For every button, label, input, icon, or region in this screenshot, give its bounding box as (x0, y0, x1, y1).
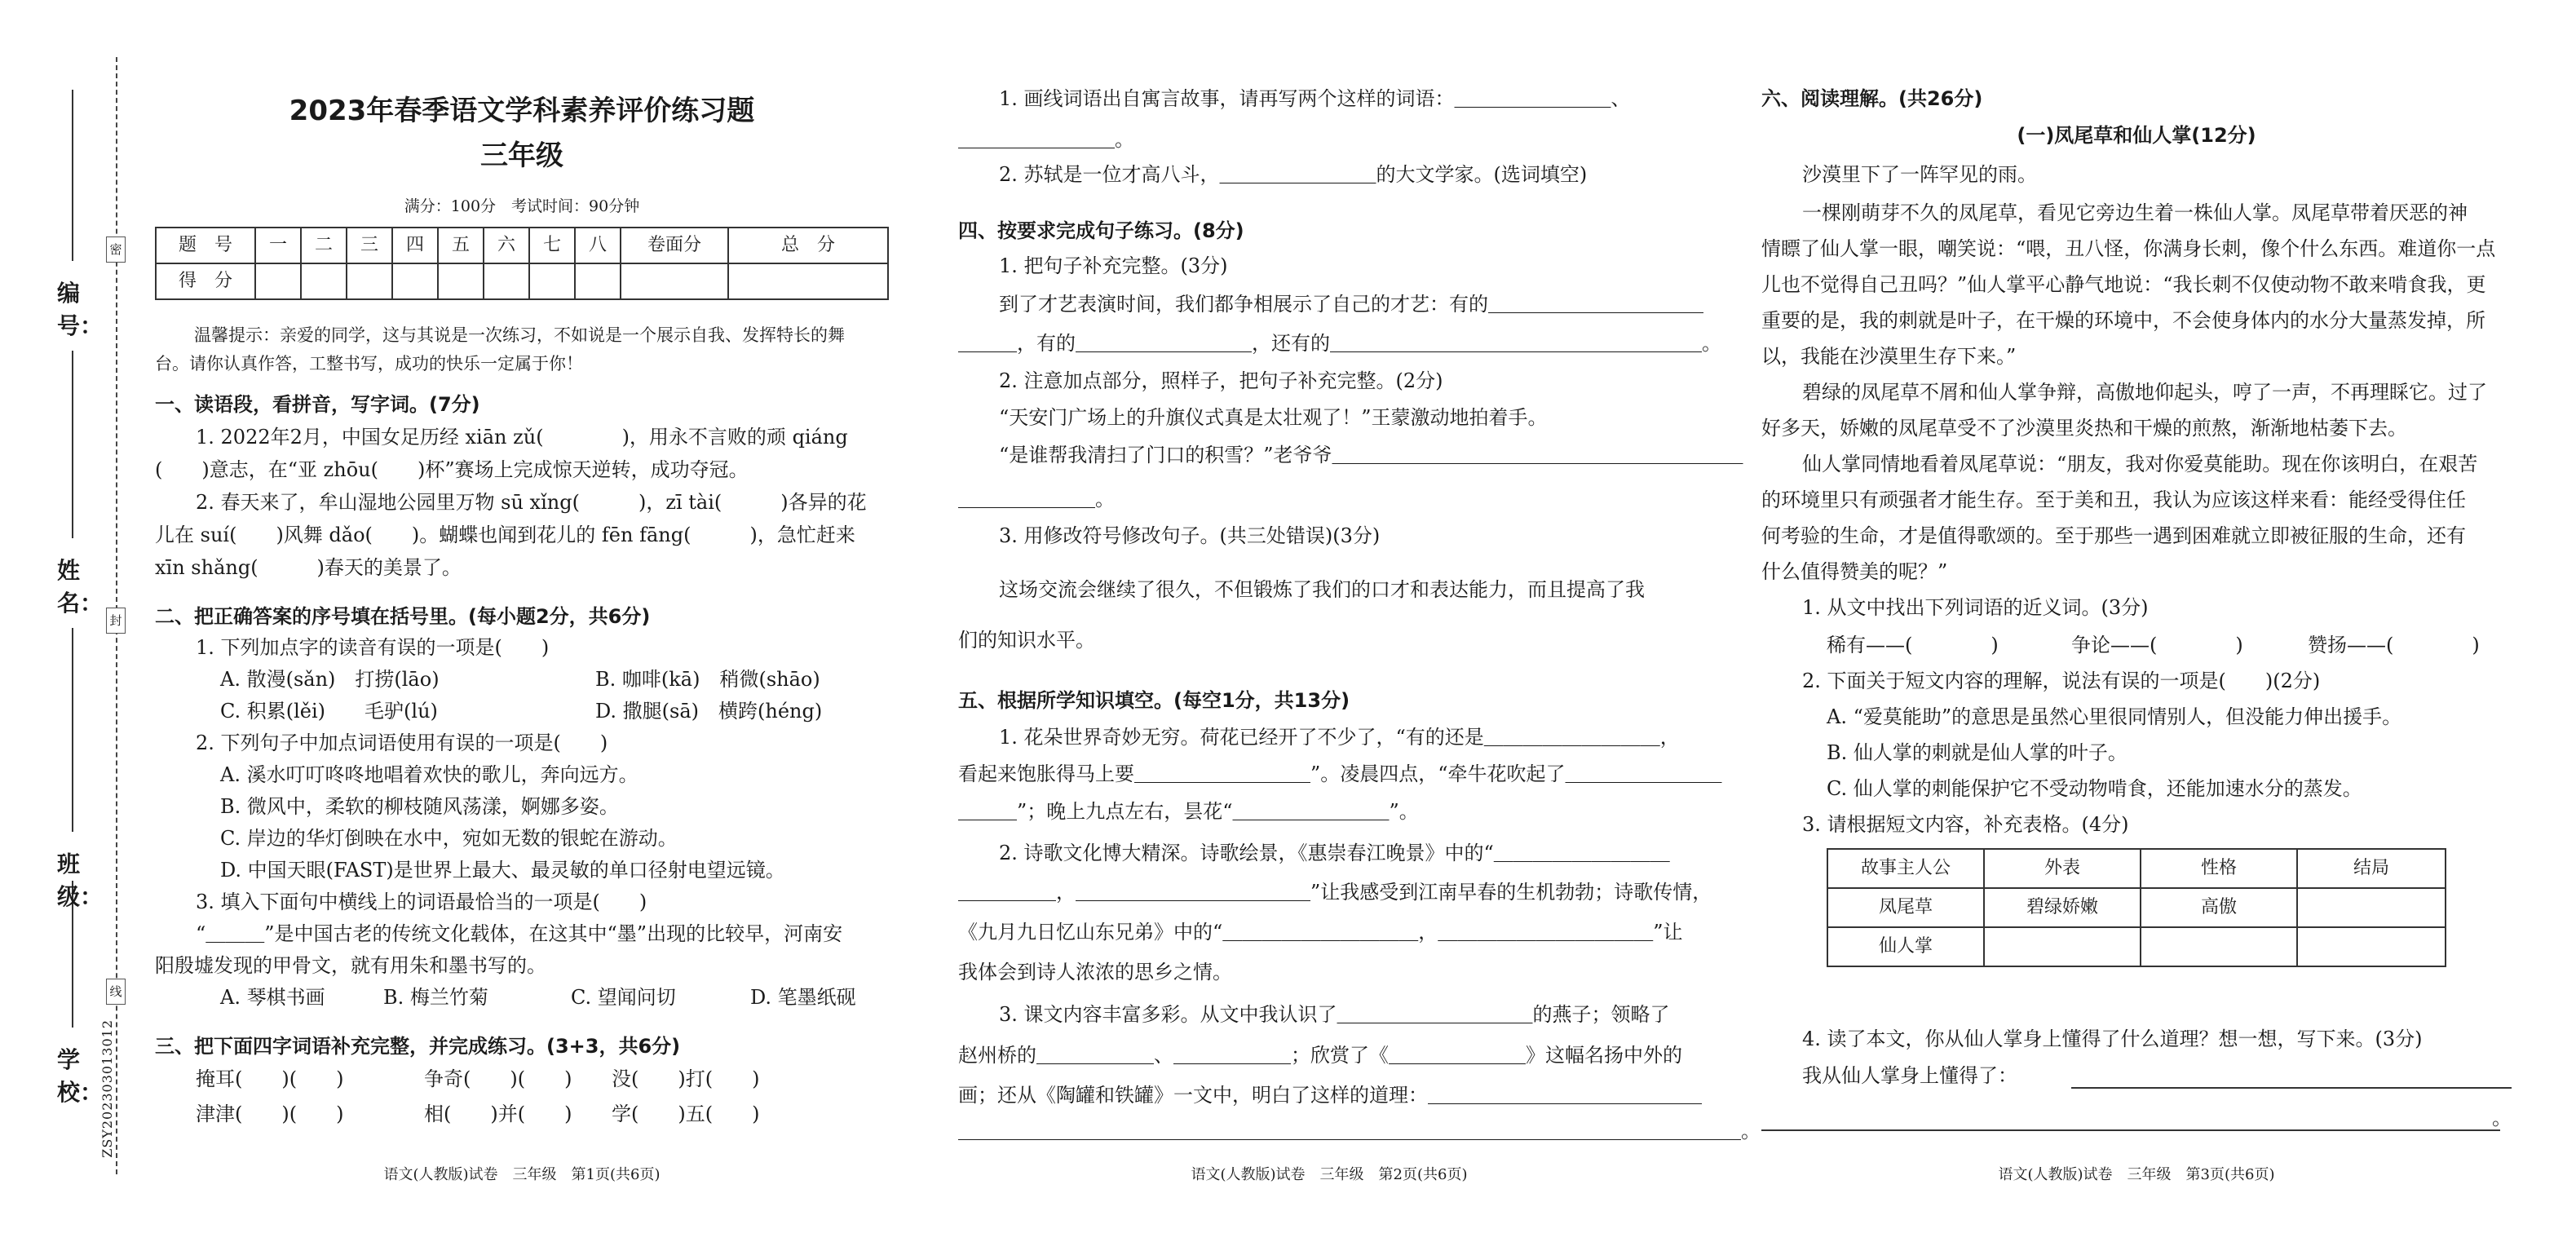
name-write-line[interactable] (72, 351, 73, 538)
class-label: 班级： (57, 851, 104, 910)
name-label: 姓名： (57, 557, 104, 617)
seal-char-xian: 线 (106, 979, 126, 1005)
table-header-row (1827, 849, 2446, 888)
s4-text: 这场交流会继续了很久，不但锻炼了我们的口才和表达能力，而且提高了我 (999, 578, 1645, 601)
s2-q3-text: “＿＿＿”是中国古老的传统文化载体，在这其中“墨”出现的比较早，河南安 (196, 922, 843, 945)
score-cell: 七 (529, 228, 575, 263)
passage-line: 何考验的生命，才是值得歌颂的。至于那些一遇到困难就立即被征服的生命，还有 (1761, 524, 2466, 547)
s4-question: 3. 用修改符号修改句子。(共三处错误)(3分) (999, 524, 1381, 547)
s2-q3-text: 阳殷墟发现的甲骨文，就有用朱和墨书写的。 (155, 954, 546, 977)
option-d[interactable]: D. 笔墨纸砚 (750, 986, 856, 1009)
s4-text: ＿＿＿，有的＿＿＿＿＿＿＿＿＿，还有的＿＿＿＿＿＿＿＿＿＿＿＿＿＿＿＿＿＿＿。 (958, 332, 1721, 355)
s5-text: 看起来饱胀得马上要＿＿＿＿＿＿＿＿＿”。凌晨四点，“牵牛花吹起了＿＿＿＿＿＿＿＿ (958, 762, 1722, 785)
score-cell: 得 分 (156, 263, 255, 299)
seal-char-mi: 密 (106, 236, 126, 263)
score-input-cell[interactable] (301, 263, 347, 299)
s5-text: 《九月九日忆山东兄弟》中的“＿＿＿＿＿＿＿＿＿＿，＿＿＿＿＿＿＿＿＿＿＿”让 (958, 921, 1683, 944)
reading-question: 3. 请根据短文内容，补充表格。(4分) (1802, 813, 2129, 836)
option-b[interactable]: B. 咖啡(kā) 稍微(shāo) (595, 668, 820, 691)
school-label: 学校： (57, 1046, 104, 1106)
s4-text: “是谁帮我清扫了门口的积雪？”老爷爷＿＿＿＿＿＿＿＿＿＿＿＿＿＿＿＿＿＿＿＿＿ (999, 444, 1743, 466)
option-c[interactable]: C. 积累(lěi) 毛驴(lú) (220, 700, 438, 723)
option-c[interactable]: C. 望闻问切 (571, 986, 676, 1009)
s1-line: xīn shǎng( )春天的美景了。 (155, 556, 462, 579)
passage-line: 碧绿的凤尾草不屑和仙人掌争辩，高傲地仰起头，哼了一声，不再理睬它。过了 (1802, 381, 2487, 404)
section-3-title: 三、把下面四字词语补充完整，并完成练习。(3+3，共6分) (155, 1035, 681, 1058)
score-cell: 四 (392, 228, 438, 263)
passage-line: 以，我能在沙漠里生存下来。” (1761, 345, 2017, 368)
s5-text: 2. 诗歌文化博大精深。诗歌绘景，《惠崇春江晚景》中的“＿＿＿＿＿＿＿＿＿ (999, 842, 1670, 864)
synonym-blank[interactable]: 争论——( ) (2071, 634, 2243, 656)
score-cell: 一 (255, 228, 301, 263)
character-table (1827, 848, 2446, 967)
s5-text: 我体会到诗人浓浓的思乡之情。 (958, 961, 1232, 983)
s4-text: 们的知识水平。 (958, 629, 1095, 652)
score-cell: 总 分 (728, 228, 888, 263)
option-d[interactable]: D. 撒腿(sā) 横跨(héng) (595, 700, 823, 723)
s5-text: ＿＿＿＿＿＿＿＿＿＿＿＿＿＿＿＿＿＿＿＿＿＿＿＿＿＿＿＿＿＿＿＿＿＿＿＿＿＿＿＿。 (958, 1120, 1761, 1143)
option-a[interactable]: A. 溪水叮叮咚咚地唱着欢快的歌儿，奔向远方。 (220, 763, 638, 786)
option-a[interactable]: A. 散漫(sǎn) 打捞(lāo) (220, 668, 440, 691)
s5-text: 1. 花朵世界奇妙无穷。荷花已经开了不少了，“有的还是＿＿＿＿＿＿＿＿＿， (999, 726, 1680, 749)
score-input-cell[interactable] (438, 263, 484, 299)
passage-line: 什么值得赞美的呢？” (1761, 560, 1948, 583)
score-cell: 八 (575, 228, 621, 263)
option-b[interactable]: B. 微风中，柔软的柳枝随风荡漾，婀娜多姿。 (220, 795, 619, 818)
table-input-cell[interactable] (2297, 888, 2446, 927)
page-1 (155, 0, 889, 1242)
table-header-cell: 外表 (1984, 849, 2141, 888)
table-input-cell[interactable] (2297, 927, 2446, 966)
option-b[interactable]: B. 仙人掌的刺就是仙人掌的叶子。 (1827, 741, 2128, 764)
class-write-line[interactable] (72, 628, 73, 832)
table-cell: 高傲 (2141, 888, 2297, 927)
s2-question: 2. 下列句子中加点词语使用有误的一项是( ) (196, 731, 608, 754)
exam-meta: 满分：100分 考试时间：90分钟 (404, 197, 640, 215)
score-input-cell[interactable] (392, 263, 438, 299)
exam-title: 2023年春季语文学科素养评价练习题 (289, 95, 755, 127)
passage-title: (一)凤尾草和仙人掌(12分) (2017, 124, 2256, 147)
synonym-blank[interactable]: 赞扬——( ) (2308, 634, 2480, 656)
s3-row (155, 1097, 889, 1131)
score-cell: 卷面分 (621, 228, 728, 263)
option-a[interactable]: A. “爱莫能助”的意思是虽然心里很同情别人，但没能力伸出援手。 (1827, 705, 2402, 728)
option-c[interactable]: C. 岸边的华灯倒映在水中，宛如无数的银蛇在游动。 (220, 827, 678, 850)
table-header-cell: 结局 (2297, 849, 2446, 888)
idiom-blank[interactable]: 争奇( )( ) (424, 1067, 572, 1090)
section-5-title: 五、根据所学知识填空。(每空1分，共13分) (958, 689, 1350, 712)
reading-question: 1. 从文中找出下列词语的近义词。(3分) (1802, 596, 2149, 619)
score-cell: 五 (438, 228, 484, 263)
s4-question: 2. 注意加点部分，照样子，把句子补充完整。(2分) (999, 369, 1443, 392)
idiom-blank[interactable]: 学( )五( ) (612, 1103, 760, 1125)
s4-text: “天安门广场上的升旗仪式真是太壮观了！”王蒙激动地拍着手。 (999, 406, 1548, 429)
score-input-cell[interactable] (484, 263, 529, 299)
section-1-title: 一、读语段，看拼音，写字词。(7分) (155, 393, 480, 416)
idiom-blank[interactable]: 没( )打( ) (612, 1067, 760, 1090)
page-3 (1761, 0, 2512, 1242)
tip-line-1: 温馨提示：亲爱的同学，这与其说是一次练习，不如说是一个展示自我、发挥特长的舞 (194, 325, 845, 345)
s2-q3-options-row (155, 980, 889, 1014)
p2-line: 1. 画线词语出自寓言故事，请再写两个这样的词语：＿＿＿＿＿＿＿＿、 (999, 87, 1631, 110)
seal-char-feng: 封 (106, 608, 126, 634)
p2-line: ＿＿＿＿＿＿＿＿。 (958, 128, 1134, 151)
s5-text: ＿＿＿＿＿，＿＿＿＿＿＿＿＿＿＿＿＿”让我感受到江南早春的生机勃勃；诗歌传情， (958, 881, 1712, 904)
score-input-cell[interactable] (347, 263, 392, 299)
s4-text: 到了才艺表演时间，我们都争相展示了自己的才艺：有的＿＿＿＿＿＿＿＿＿＿＿ (999, 293, 1703, 316)
table-cell: 碧绿娇嫩 (1984, 888, 2141, 927)
s3-row (155, 1062, 889, 1096)
number-label: 编号： (57, 280, 104, 339)
s4-question: 1. 把句子补充完整。(3分) (999, 254, 1228, 277)
s5-text: 3. 课文内容丰富多彩。从文中我认识了＿＿＿＿＿＿＿＿＿＿的燕子；领略了 (999, 1003, 1670, 1026)
exam-grade: 三年级 (480, 139, 563, 172)
s2-q1-options-row (155, 662, 889, 696)
table-header-cell: 故事主人公 (1827, 849, 1984, 888)
answer-end-mark: 。 (2492, 1107, 2512, 1129)
paper-code: ZSY202303013012 (99, 1019, 115, 1158)
reading-question: 2. 下面关于短文内容的理解，说法有误的一项是( )(2分) (1802, 670, 2321, 692)
passage-line: 沙漠里下了一阵罕见的雨。 (1802, 163, 2037, 186)
tip-line-2: 台。请你认真作答，工整书写，成功的快乐一定属于你！ (155, 354, 583, 373)
score-table-header-row (156, 228, 888, 263)
table-input-cell[interactable] (1984, 927, 2141, 966)
page-footer: 语文(人教版)试卷 三年级 第3页(共6页) (1998, 1166, 2275, 1183)
passage-line: 的环境里只有顽强者才能生存。至于美和丑，我认为应该这样来看：能经受得住任 (1761, 488, 2466, 511)
passage-line: 仙人掌同情地看着凤尾草说：“朋友，我对你爱莫能助。现在你该明白，在艰苦 (1802, 453, 2478, 475)
passage-line: 一棵刚萌芽不久的凤尾草，看见它旁边生着一株仙人掌。凤尾草带着厌恶的神 (1802, 201, 2468, 224)
passage-line: 儿也不觉得自己丑吗？”仙人掌平心静气地说：“我长刺不仅使动物不敢来啃食我，更 (1761, 273, 2486, 296)
synonym-row (1761, 628, 2512, 662)
answer-prompt: 我从仙人掌身上懂得了： (1802, 1064, 2017, 1087)
s1-line: 2. 春天来了，牟山湿地公园里万物 sū xǐng( )，zī tài( )各异的花 (196, 491, 867, 514)
option-d[interactable]: D. 中国天眼(FAST)是世界上最大、最灵敏的单口径射电望远镜。 (220, 859, 785, 882)
page-footer: 语文(人教版)试卷 三年级 第2页(共6页) (1191, 1166, 1468, 1183)
idiom-blank[interactable]: 津津( )( ) (196, 1103, 344, 1125)
s2-question: 3. 填入下面句中横线上的词语最恰当的一项是( ) (196, 891, 647, 913)
s2-question: 1. 下列加点字的读音有误的一项是( ) (196, 636, 550, 659)
synonym-blank[interactable]: 稀有——( ) (1827, 634, 1999, 656)
s4-text: ＿＿＿＿＿＿＿。 (958, 488, 1115, 511)
score-input-cell[interactable] (728, 263, 888, 299)
table-row (1827, 927, 2446, 966)
s2-q1-options-row (155, 694, 889, 728)
page-footer: 语文(人教版)试卷 三年级 第1页(共6页) (383, 1166, 661, 1183)
binding-margin (0, 0, 122, 1242)
number-write-line[interactable] (72, 90, 73, 261)
score-cell: 二 (301, 228, 347, 263)
passage-line: 情瞟了仙人掌一眼，嘲笑说：“喂，丑八怪，你满身长刺，像个什么东西。难道你一点 (1761, 237, 2496, 260)
score-cell: 三 (347, 228, 392, 263)
option-c[interactable]: C. 仙人掌的刺能保护它不受动物啃食，还能加速水分的蒸发。 (1827, 777, 2362, 800)
score-cell: 题 号 (156, 228, 255, 263)
s1-line: ( )意志，在“亚 zhōu( )杯”赛场上完成惊天逆转，成功夺冠。 (155, 458, 749, 481)
score-input-cell[interactable] (255, 263, 301, 299)
section-2-title: 二、把正确答案的序号填在括号里。(每小题2分，共6分) (155, 605, 651, 628)
s5-text: 画；还从《陶罐和铁罐》一文中，明白了这样的道理：＿＿＿＿＿＿＿＿＿＿＿＿＿＿ (958, 1084, 1702, 1107)
s5-text: 赵州桥的＿＿＿＿＿＿、＿＿＿＿＿＿；欣赏了《＿＿＿＿＿＿＿》这幅名扬中外的 (958, 1044, 1682, 1067)
score-table-score-row (156, 263, 888, 299)
table-header-cell: 性格 (2141, 849, 2297, 888)
score-input-cell[interactable] (575, 263, 621, 299)
score-input-cell[interactable] (621, 263, 728, 299)
s1-line: 儿在 suí( )风舞 dǎo( )。蝴蝶也闻到花儿的 fēn fāng( )，急忙赶来 (155, 524, 855, 546)
passage-line: 重要的是，我的刺就是叶子，在干燥的环境中，不会使身体内的水分大量蒸发掉，所 (1761, 309, 2485, 332)
option-b[interactable]: B. 梅兰竹菊 (383, 986, 488, 1009)
score-input-cell[interactable] (529, 263, 575, 299)
reading-question: 4. 读了本文，你从仙人掌身上懂得了什么道理？想一想，写下来。(3分) (1802, 1028, 2423, 1050)
idiom-blank[interactable]: 掩耳( )( ) (196, 1067, 344, 1090)
s1-line: 1. 2022年2月，中国女足历经 xiān zǔ( )，用永不言败的顽 qiáng (196, 426, 848, 449)
answer-line[interactable] (2071, 1087, 2512, 1089)
idiom-blank[interactable]: 相( )并( ) (424, 1103, 572, 1125)
s5-text: ＿＿＿”；晚上九点左右，昙花“＿＿＿＿＿＿＿＿”。 (958, 800, 1419, 823)
score-cell: 六 (484, 228, 529, 263)
table-cell: 凤尾草 (1827, 888, 1984, 927)
table-cell: 仙人掌 (1827, 927, 1984, 966)
table-input-cell[interactable] (2141, 927, 2297, 966)
page-2 (958, 0, 1761, 1242)
option-a[interactable]: A. 琴棋书画 (220, 986, 325, 1009)
passage-line: 好多天，娇嫩的凤尾草受不了沙漠里炎热和干燥的煎熬，渐渐地枯萎下去。 (1761, 417, 2407, 440)
section-4-title: 四、按要求完成句子练习。(8分) (958, 219, 1244, 242)
table-row (1827, 888, 2446, 927)
score-table (155, 227, 889, 300)
section-6-title: 六、阅读理解。(共26分) (1761, 87, 1983, 110)
p2-line: 2. 苏轼是一位才高八斗，＿＿＿＿＿＿＿＿的大文学家。(选词填空) (999, 163, 1588, 186)
